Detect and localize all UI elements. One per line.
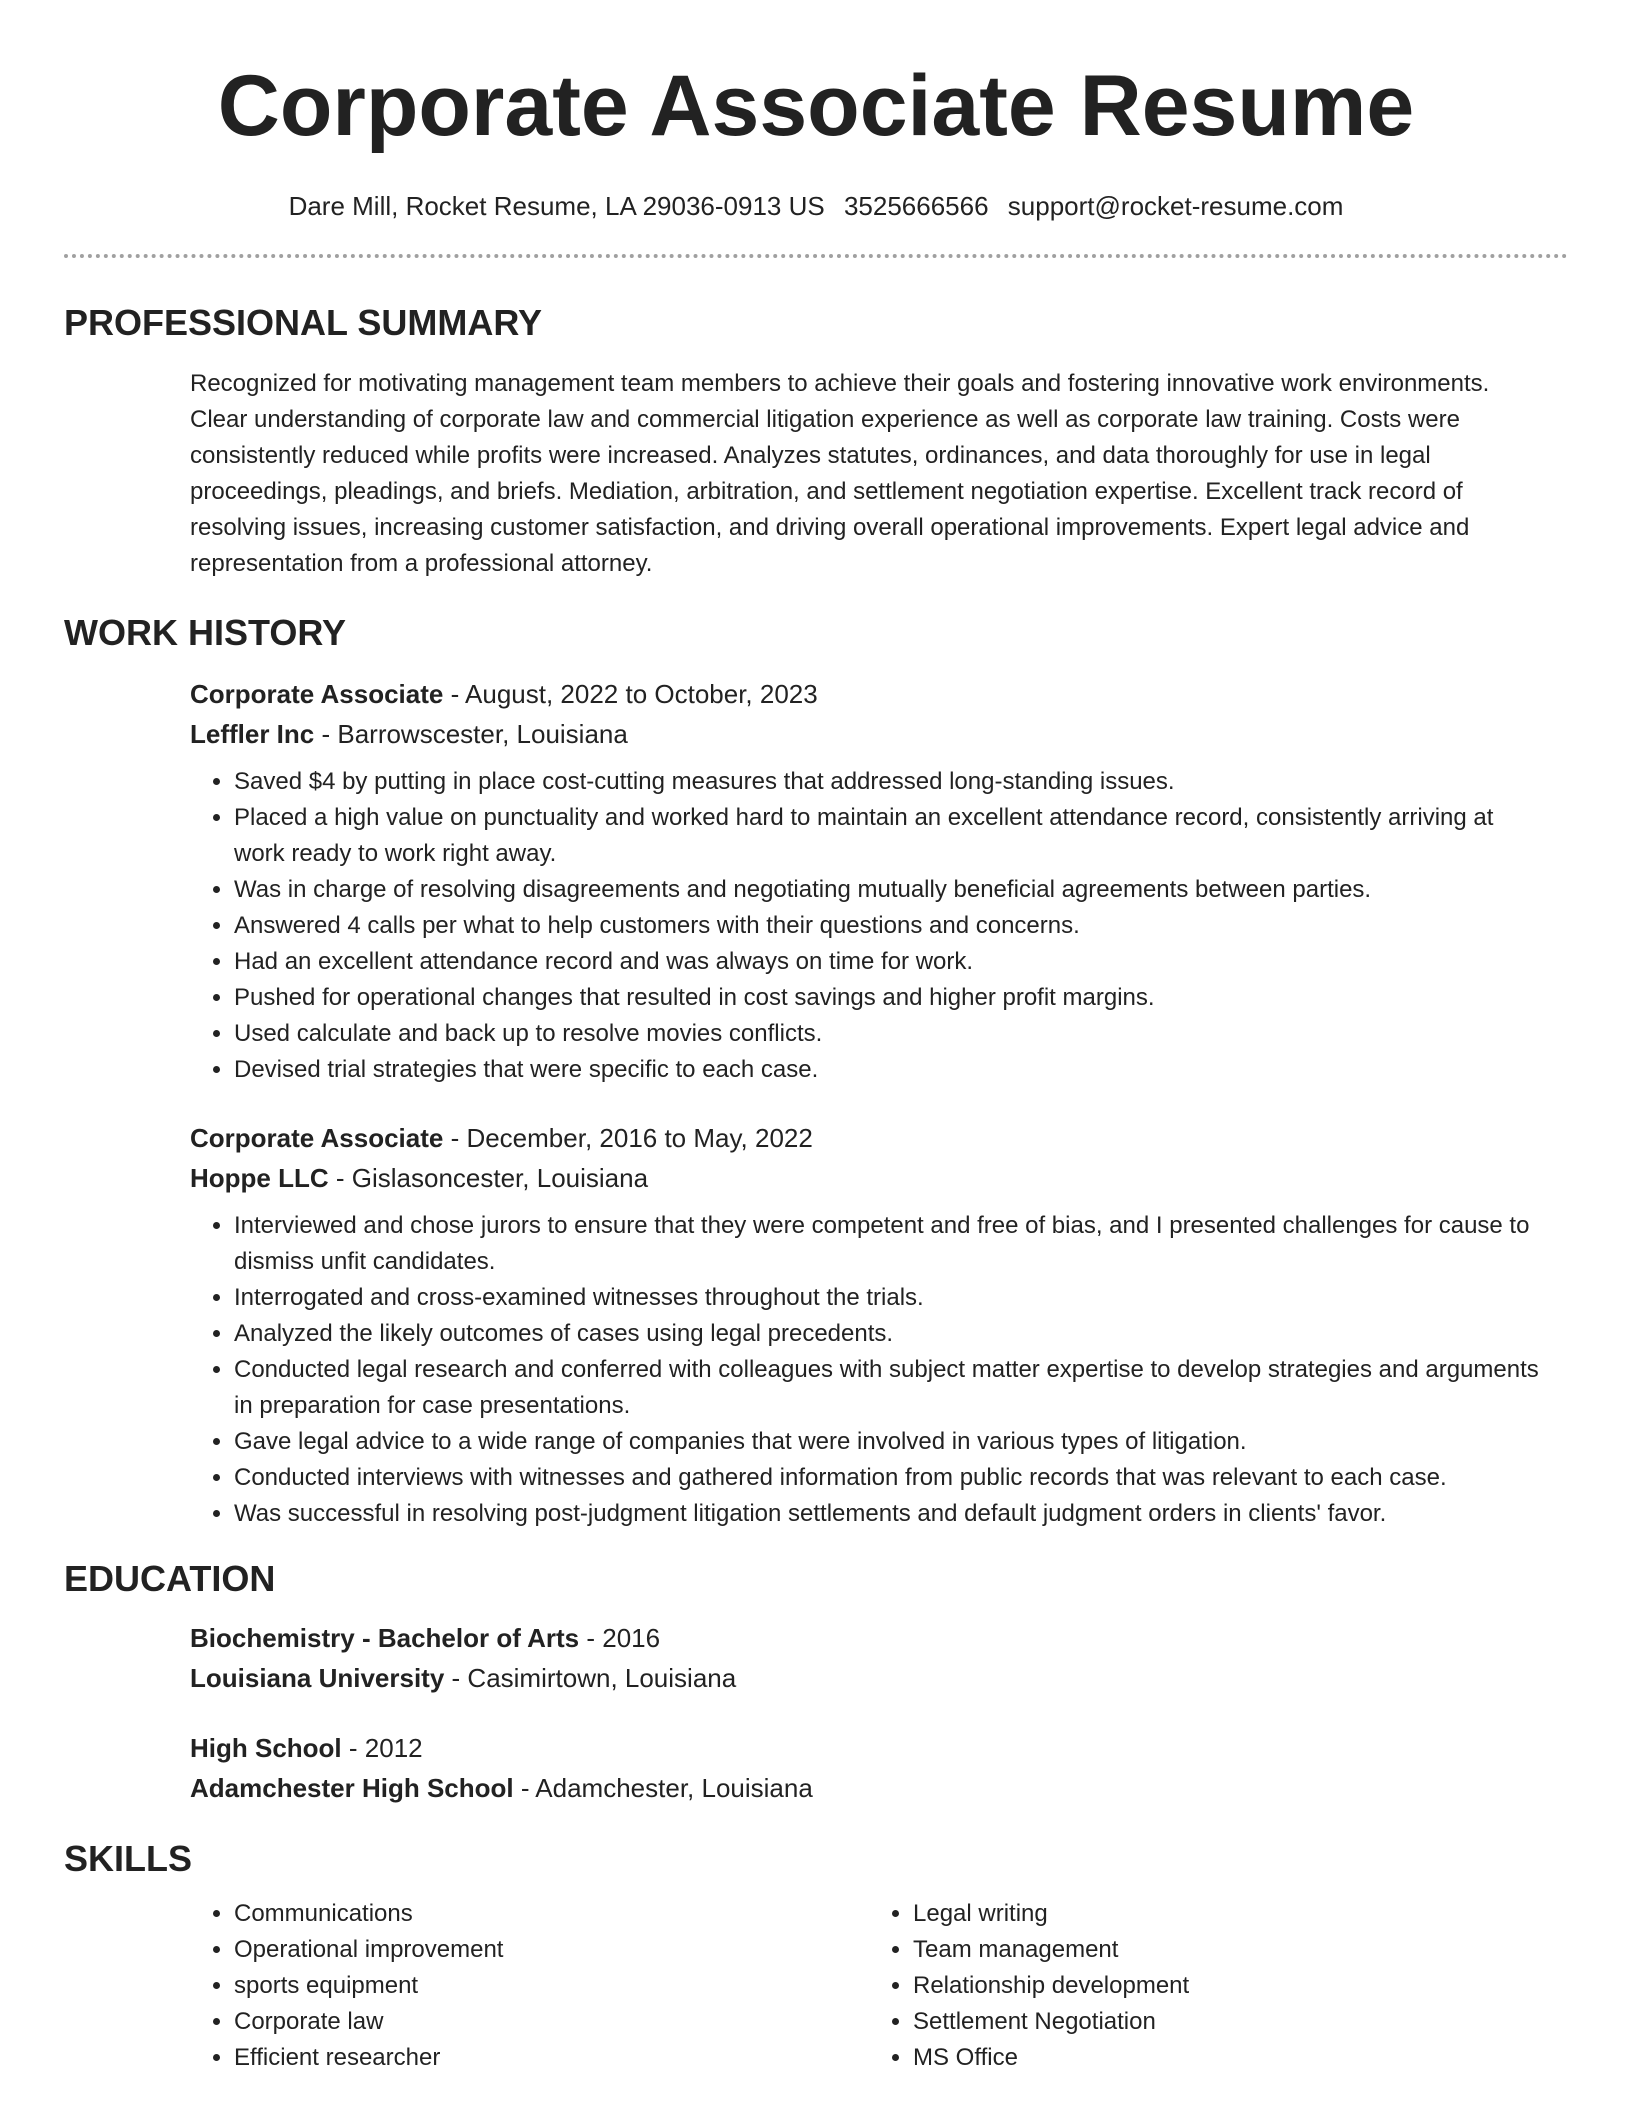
- job-title-line: [190, 674, 1548, 714]
- job-company: Leffler Inc: [190, 719, 315, 749]
- list-item: • Gave legal advice to a wide range of companies that were involved in various types of litigation.: [234, 1424, 1548, 1460]
- list-item: • Pushed for operational changes that resulted in cost savings and higher profit margins.: [234, 980, 1548, 1016]
- skills-list-left: [190, 1896, 869, 2076]
- job-title-line: [190, 1118, 1548, 1158]
- list-item: • Efficient researcher: [234, 2040, 869, 2076]
- summary-heading: PROFESSIONAL SUMMARY: [64, 302, 543, 343]
- job-entry: [190, 674, 1548, 1088]
- list-item: • sports equipment: [234, 1968, 869, 2004]
- list-item: • Relationship development: [913, 1968, 1548, 2004]
- job-location: - Barrowscester, Louisiana: [314, 719, 628, 749]
- degree-year: - 2012: [341, 1733, 423, 1763]
- job-bullets: [190, 764, 1548, 1088]
- list-item: • Corporate law: [234, 2004, 869, 2040]
- skills-section: [64, 1838, 1568, 2076]
- header-divider: [64, 254, 1568, 258]
- job-company-line: [190, 714, 1548, 754]
- list-item: • Was in charge of resolving disagreements and negotiating mutually beneficial agreements between parties.: [234, 872, 1548, 908]
- education-section: [64, 1558, 1568, 1808]
- education-heading: EDUCATION: [64, 1558, 276, 1599]
- job-entry: [190, 1118, 1548, 1532]
- degree-line: [190, 1618, 1548, 1658]
- list-item: • Had an excellent attendance record and was always on time for work.: [234, 944, 1548, 980]
- school-location: - Casimirtown, Louisiana: [444, 1663, 737, 1693]
- degree-name: Biochemistry - Bachelor of Arts: [190, 1623, 580, 1653]
- list-item: • Conducted legal research and conferred with colleagues with subject matter expertise to develop strategies and arguments in preparation for case presentations.: [234, 1352, 1548, 1424]
- work-history-heading: WORK HISTORY: [64, 612, 347, 653]
- job-bullets: [190, 1208, 1548, 1532]
- contact-address: Dare Mill, Rocket Resume, LA 29036-0913 US: [288, 191, 825, 221]
- list-item: • Placed a high value on punctuality and worked hard to maintain an excellent attendance record, consistently arriving at work ready to work right away.: [234, 800, 1548, 872]
- list-item: • Answered 4 calls per what to help customers with their questions and concerns.: [234, 908, 1548, 944]
- summary-section: [64, 302, 1568, 582]
- list-item: • Saved $4 by putting in place cost-cutting measures that addressed long-standing issues.: [234, 764, 1548, 800]
- list-item: • Analyzed the likely outcomes of cases using legal precedents.: [234, 1316, 1548, 1352]
- job-location: - Gislasoncester, Louisiana: [328, 1163, 649, 1193]
- education-entry: [190, 1618, 1548, 1698]
- skills-list-right: [869, 1896, 1548, 2076]
- contact-phone: 3525666566: [843, 191, 989, 221]
- list-item: • Interviewed and chose jurors to ensure that they were competent and free of bias, and I presented challenges for cause to dismiss unfit candidates.: [234, 1208, 1548, 1280]
- degree-year: - 2016: [579, 1623, 661, 1653]
- list-item: • Operational improvement: [234, 1932, 869, 1968]
- list-item: • Devised trial strategies that were specific to each case.: [234, 1052, 1548, 1088]
- skills-columns: [190, 1896, 1548, 2076]
- education-entry: [190, 1728, 1548, 1808]
- school-name: Louisiana University: [190, 1663, 445, 1693]
- list-item: • MS Office: [913, 2040, 1548, 2076]
- list-item: • Used calculate and back up to resolve movies conflicts.: [234, 1016, 1548, 1052]
- degree-line: [190, 1728, 1548, 1768]
- list-item: • Team management: [913, 1932, 1548, 1968]
- list-item: • Interrogated and cross-examined witnesses throughout the trials.: [234, 1280, 1548, 1316]
- list-item: • Was successful in resolving post-judgment litigation settlements and default judgment orders in clients' favor.: [234, 1496, 1548, 1532]
- job-role: Corporate Associate: [190, 679, 444, 709]
- contact-line: [0, 190, 1632, 222]
- resume-title: Corporate Associate Resume: [217, 58, 1415, 154]
- list-item: • Communications: [234, 1896, 869, 1932]
- job-company-line: [190, 1158, 1548, 1198]
- school-name: Adamchester High School: [190, 1773, 514, 1803]
- school-line: [190, 1768, 1548, 1808]
- school-line: [190, 1658, 1548, 1698]
- contact-email: support@rocket-resume.com: [1007, 191, 1344, 221]
- job-company: Hoppe LLC: [190, 1163, 329, 1193]
- list-item: • Legal writing: [913, 1896, 1548, 1932]
- job-role: Corporate Associate: [190, 1123, 444, 1153]
- job-dates: - December, 2016 to May, 2022: [443, 1123, 813, 1153]
- skills-heading: SKILLS: [64, 1838, 193, 1879]
- school-location: - Adamchester, Louisiana: [513, 1773, 813, 1803]
- list-item: • Conducted interviews with witnesses and gathered information from public records that was relevant to each case.: [234, 1460, 1548, 1496]
- list-item: • Settlement Negotiation: [913, 2004, 1548, 2040]
- degree-name: High School: [190, 1733, 342, 1763]
- job-dates: - August, 2022 to October, 2023: [443, 679, 818, 709]
- work-history-section: [64, 612, 1568, 1532]
- summary-text: Recognized for motivating management team members to achieve their goals and fostering innovative work environments. Clear understanding of corporate law and commercial litigation experience as well as corporate law training. Costs were consistently reduced while profits were increased. Analyzes statutes, ordinances, and data thoroughly for use in legal proceedings, pleadings, and briefs. Mediation, arbitration, and settlement negotiation expertise. Excellent track record of resolving issues, increasing customer satisfaction, and driving overall operational improvements. Expert legal advice and representation from a professional attorney.: [190, 370, 1490, 577]
